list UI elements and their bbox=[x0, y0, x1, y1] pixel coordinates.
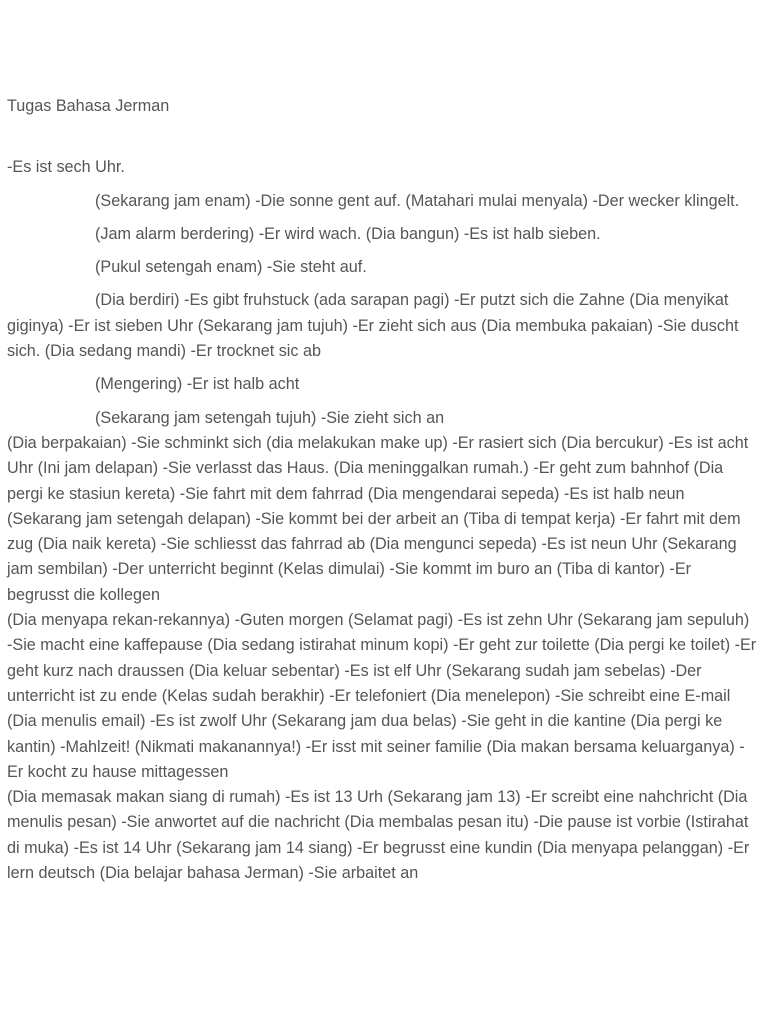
indented-paragraph-3: (Pukul setengah enam) -Sie steht auf. bbox=[95, 258, 367, 277]
document-title: Tugas Bahasa Jerman bbox=[7, 97, 170, 115]
intro-line: -Es ist sech Uhr. bbox=[7, 158, 125, 177]
indented-paragraph-5: (Mengering) -Er ist halb acht bbox=[95, 375, 300, 394]
indented-paragraph-2: (Jam alarm berdering) -Er wird wach. (Dia bangun) -Es ist halb sieben. bbox=[95, 224, 601, 243]
indented-paragraph-6: (Sekarang jam setengah tujuh) -Sie zieht sich an bbox=[95, 408, 445, 427]
body-paragraph-2: (Dia menyapa rekan-rekannya) -Guten morgen (Selamat pagi) -Es ist zehn Uhr (Sekarang jam sepuluh) -Sie macht eine kaffepause (Dia sedang istirahat minum kopi) -Er geht zur toilette (Dia pergi ke toilet) -Er geht kurz nach draussen (Dia keluar sebentar) -Es ist elf Uhr (Sekarang sudah jam sebelas) -Der unterricht ist zu ende (Kelas sudah berakhir) -Er telefoniert (Dia menelepon) -Sie schreibt eine E-mail (Dia menulis email) -Es ist zwolf Uhr (Sekarang jam dua belas) -Sie geht in die kantine (Dia pergi ke kantin) -Mahlzeit! (Nikmati makanannya!) -Er isst mit seiner familie (Dia makan bersama keluarganya) -Er kocht zu hause mittagessen bbox=[7, 611, 757, 781]
body-paragraph-1: (Dia berpakaian) -Sie schminkt sich (dia melakukan make up) -Er rasiert sich (Dia bercukur) -Es ist acht Uhr (Ini jam delapan) -Sie verlasst das Haus. (Dia meninggalkan rumah.) -Er geht zum bahnhof (Dia pergi ke stasiun kereta) -Sie fahrt mit dem fahrrad (Dia mengendarai sepeda) -Es ist halb neun (Sekarang jam setengah delapan) -Sie kommt bei der arbeit an (Tiba di tempat kerja) -Er fahrt mit dem zug (Dia naik kereta) -Sie schliesst das fahrrad ab (Dia mengunci sepeda) -Es ist neun Uhr (Sekarang jam sembilan) -Der unterricht beginnt (Kelas dimulai) -Sie kommt im buro an (Tiba di kantor) -Er begrusst die kollegen bbox=[7, 433, 749, 604]
indented-paragraph-4: (Dia berdiri) -Es gibt fruhstuck (ada sarapan pagi) -Er putzt sich die Zahne (Dia menyikat giginya) -Er ist sieben Uhr (Sekarang jam tujuh) -Er zieht sich aus (Dia membuka pakaian) -Sie duscht sich. (Dia sedang mandi) -Er trocknet sic ab bbox=[7, 291, 739, 361]
body-paragraph-3: (Dia memasak makan siang di rumah) -Es ist 13 Urh (Sekarang jam 13) -Er screibt eine nahchricht (Dia menulis pesan) -Sie anwortet auf die nachricht (Dia membalas pesan itu) -Die pause ist vorbie (Istirahat di muka) -Es ist 14 Uhr (Sekarang jam 14 siang) -Er begrusst eine kundin (Dia menyapa pelanggan) -Er lern deutsch (Dia belajar bahasa Jerman) -Sie arbaitet an bbox=[7, 788, 750, 883]
document-page bbox=[7, 94, 757, 886]
indented-paragraph-1: (Sekarang jam enam) -Die sonne gent auf. (Matahari mulai menyala) -Der wecker klingelt. bbox=[95, 191, 740, 210]
